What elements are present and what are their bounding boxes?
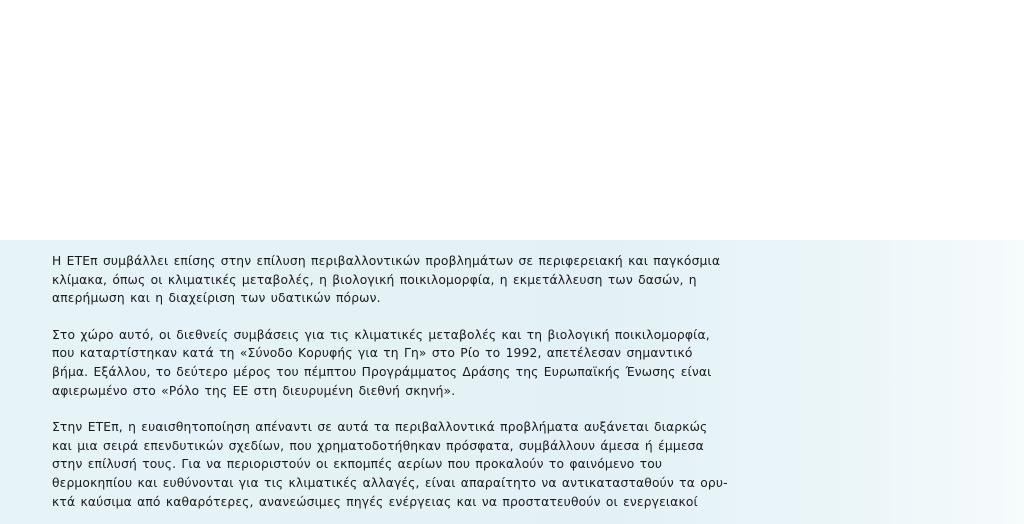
text-line: βήμα. Εξάλλου, το δεύτερο μέρος του πέμπτου Προγράμματος Δράσης της Ευρωπαϊκής Ένωσης είναι bbox=[52, 364, 712, 379]
body-text bbox=[52, 252, 728, 524]
paragraph-3 bbox=[52, 418, 728, 511]
paragraph-1 bbox=[52, 252, 721, 308]
text-line: απερήμωση και η διαχείριση των υδατικών πόρων. bbox=[52, 291, 381, 306]
text-line: και μια σειρά επενδυτικών σχεδίων, που χρηματοδοτήθηκαν πρόσφατα, συμβάλλουν άμεσα ή έμμεσα bbox=[52, 438, 704, 453]
paragraph-2 bbox=[52, 326, 712, 400]
text-line: Στην ΕΤΕπ, η ευαισθητοποίηση απέναντι σε αυτά τα περιβαλλοντικά προβλήματα αυξάνεται διαρκώς bbox=[52, 420, 708, 435]
text-line: κτά καύσιμα από καθαρότερες, ανανεώσιμες πηγές ενέργειας και να προστατευθούν οι ενεργειακοί bbox=[52, 494, 698, 509]
text-line: κλίμακα, όπως οι κλιματικές μεταβολές, η βιολογική ποικιλομορφία, η εκμετάλλευση των δασών, η bbox=[52, 272, 697, 287]
text-line: αφιερωμένο στο «Ρόλο της ΕΕ στη διευρυμένη διεθνή σκηνή». bbox=[52, 383, 456, 398]
text-line: Στο χώρο αυτό, οι διεθνείς συμβάσεις για τις κλιματικές μεταβολές και τη βιολογική ποικιλομορφία, bbox=[52, 327, 710, 342]
text-line: στην επίλυσή τους. Για να περιοριστούν οι εκπομπές αερίων που προκαλούν το φαινόμενο του bbox=[52, 457, 663, 472]
text-line: θερμοκηπίου και ευθύνονται για τις κλιματικές αλλαγές, είναι απαραίτητο να αντικατασταθούν τα ορυ- bbox=[52, 475, 728, 490]
text-line: που καταρτίστηκαν κατά τη «Σύνοδο Κορυφής για τη Γη» στο Ρίο το 1992, απετέλεσαν σημαντικό bbox=[52, 346, 693, 361]
text-line: Η ΕΤΕπ συμβάλλει επίσης στην επίλυση περιβαλλοντικών προβλημάτων σε περιφερειακή και παγκόσμια bbox=[52, 254, 721, 268]
